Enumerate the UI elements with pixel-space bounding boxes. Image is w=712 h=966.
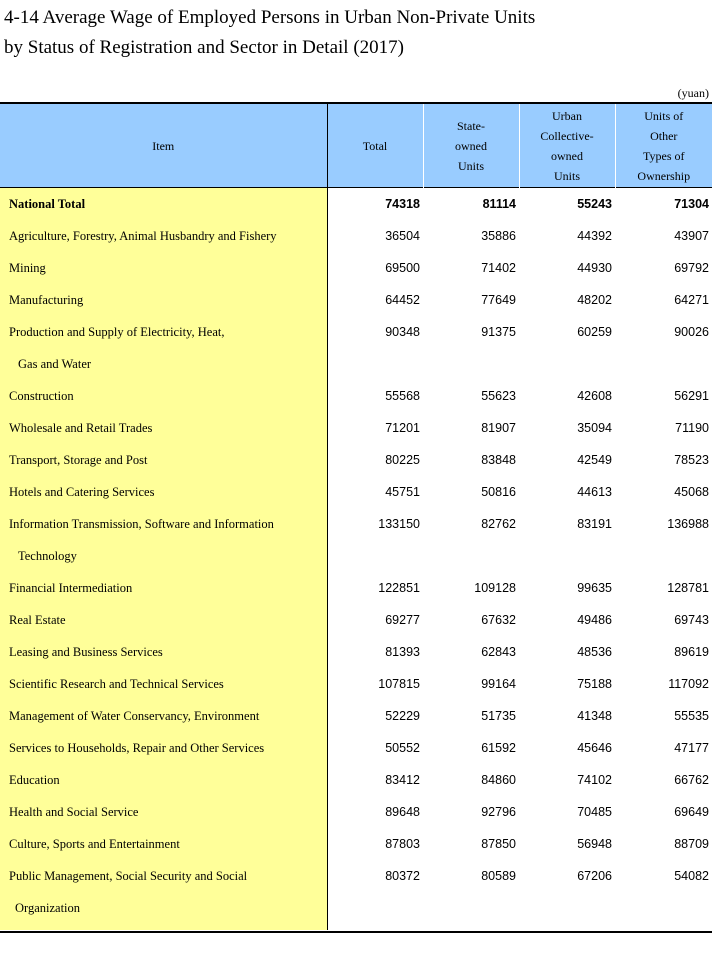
header-row <box>0 103 712 188</box>
table-row <box>0 764 712 796</box>
cell-other-ownership: 54082 <box>674 869 709 883</box>
header-total: Total <box>327 103 423 188</box>
cell-state-owned: 109128 <box>474 581 516 595</box>
header-line: Units <box>457 158 484 173</box>
cell-total: 81393 <box>385 645 420 659</box>
row-item-label: Culture, Sports and Entertainment <box>0 828 327 860</box>
row-item-label: Agriculture, Forestry, Animal Husbandry and Fishery <box>0 220 327 252</box>
cell-other-ownership: 136988 <box>667 517 709 531</box>
row-item-label: National Total <box>0 188 327 221</box>
cell-total: 80225 <box>385 453 420 467</box>
wage-table <box>0 102 712 930</box>
padding-cell <box>327 924 712 930</box>
cell-collective-owned: 42549 <box>577 453 612 467</box>
cell-collective-owned: 83191 <box>577 517 612 531</box>
cell-collective-owned <box>519 540 615 572</box>
cell-total: 122851 <box>378 581 420 595</box>
cell-collective-owned: 44930 <box>577 261 612 275</box>
cell-state-owned: 50816 <box>481 485 516 499</box>
cell-collective-owned: 60259 <box>577 325 612 339</box>
cell-collective-owned: 44392 <box>577 229 612 243</box>
row-item-label: Gas and Water <box>0 348 327 380</box>
header-collective-owned <box>519 103 615 188</box>
table-title-line-1: 4-14 Average Wage of Employed Persons in Urban Non-Private Units <box>4 7 536 28</box>
cell-collective-owned: 74102 <box>577 773 612 787</box>
cell-other-ownership: 43907 <box>674 229 709 243</box>
row-item-label: Construction <box>0 380 327 412</box>
cell-total: 107815 <box>378 677 420 691</box>
table-body <box>0 188 712 931</box>
table-row <box>0 732 712 764</box>
cell-other-ownership <box>615 892 712 924</box>
table-row <box>0 540 712 572</box>
table-row <box>0 796 712 828</box>
cell-total: 133150 <box>378 517 420 531</box>
row-item-label: Hotels and Catering Services <box>0 476 327 508</box>
cell-other-ownership: 90026 <box>674 325 709 339</box>
cell-total: 45751 <box>385 485 420 499</box>
cell-state-owned: 35886 <box>481 229 516 243</box>
cell-total <box>327 892 423 924</box>
header-line: Other <box>650 128 678 143</box>
cell-state-owned: 87850 <box>481 837 516 851</box>
cell-other-ownership: 78523 <box>674 453 709 467</box>
row-item-label: Mining <box>0 252 327 284</box>
cell-state-owned: 51735 <box>481 709 516 723</box>
cell-state-owned: 92796 <box>481 805 516 819</box>
row-item-label: Organization <box>0 892 327 924</box>
table-row <box>0 444 712 476</box>
table-row <box>0 348 712 380</box>
cell-other-ownership: 69743 <box>674 613 709 627</box>
cell-other-ownership <box>615 348 712 380</box>
cell-state-owned: 82762 <box>481 517 516 531</box>
cell-collective-owned: 75188 <box>577 677 612 691</box>
table-row <box>0 700 712 732</box>
table-row <box>0 220 712 252</box>
header-other-ownership <box>615 103 712 188</box>
cell-collective-owned: 48536 <box>577 645 612 659</box>
row-item-label: Production and Supply of Electricity, Heat, <box>0 316 327 348</box>
cell-total: 83412 <box>385 773 420 787</box>
table-row <box>0 412 712 444</box>
padding-cell <box>0 924 327 930</box>
cell-total <box>327 348 423 380</box>
header-line: State- <box>457 118 485 133</box>
cell-state-owned: 83848 <box>481 453 516 467</box>
cell-other-ownership: 69792 <box>674 261 709 275</box>
row-item-label: Scientific Research and Technical Services <box>0 668 327 700</box>
cell-collective-owned: 67206 <box>577 869 612 883</box>
table-row <box>0 508 712 540</box>
cell-state-owned: 77649 <box>481 293 516 307</box>
cell-collective-owned: 42608 <box>577 389 612 403</box>
cell-total: 50552 <box>385 741 420 755</box>
cell-other-ownership: 117092 <box>668 677 709 691</box>
row-item-label: Information Transmission, Software and Information <box>0 508 327 540</box>
cell-state-owned: 80589 <box>481 869 516 883</box>
padding-row <box>0 924 712 930</box>
cell-state-owned: 84860 <box>481 773 516 787</box>
cell-total: 74318 <box>385 197 420 211</box>
cell-collective-owned: 41348 <box>577 709 612 723</box>
row-item-label: Real Estate <box>0 604 327 636</box>
cell-state-owned <box>423 892 519 924</box>
table-row <box>0 316 712 348</box>
cell-collective-owned: 70485 <box>577 805 612 819</box>
header-line: owned <box>455 138 487 153</box>
cell-other-ownership: 45068 <box>674 485 709 499</box>
cell-collective-owned: 44613 <box>577 485 612 499</box>
cell-state-owned: 81114 <box>482 197 516 211</box>
cell-state-owned <box>423 348 519 380</box>
row-item-label: Technology <box>0 540 327 572</box>
cell-other-ownership: 71304 <box>674 197 709 211</box>
cell-total <box>327 540 423 572</box>
header-item: Item <box>0 103 327 188</box>
cell-other-ownership: 55535 <box>674 709 709 723</box>
cell-total: 64452 <box>385 293 420 307</box>
row-item-label: Management of Water Conservancy, Environment <box>0 700 327 732</box>
cell-collective-owned: 56948 <box>577 837 612 851</box>
table-row <box>0 188 712 221</box>
cell-other-ownership: 88709 <box>674 837 709 851</box>
cell-total: 36504 <box>385 229 420 243</box>
row-item-label: Transport, Storage and Post <box>0 444 327 476</box>
bottom-rule <box>0 931 712 933</box>
cell-state-owned: 67632 <box>481 613 516 627</box>
cell-other-ownership: 71190 <box>675 421 709 435</box>
cell-total: 52229 <box>385 709 420 723</box>
cell-total: 80372 <box>385 869 420 883</box>
cell-state-owned: 55623 <box>481 389 516 403</box>
cell-state-owned: 99164 <box>481 677 516 691</box>
cell-total: 69277 <box>385 613 420 627</box>
cell-other-ownership: 64271 <box>674 293 709 307</box>
table-row <box>0 380 712 412</box>
header-state-owned <box>423 103 519 188</box>
row-item-label: Services to Households, Repair and Other Services <box>0 732 327 764</box>
row-item-label: Manufacturing <box>0 284 327 316</box>
cell-other-ownership: 47177 <box>674 741 709 755</box>
cell-total: 90348 <box>385 325 420 339</box>
table-row <box>0 252 712 284</box>
header-line: Types of <box>643 148 685 163</box>
cell-state-owned: 62843 <box>481 645 516 659</box>
unit-label: (yuan) <box>677 86 709 100</box>
cell-state-owned: 71402 <box>481 261 516 275</box>
header-line: Ownership <box>637 168 691 183</box>
row-item-label: Leasing and Business Services <box>0 636 327 668</box>
cell-state-owned: 61592 <box>481 741 516 755</box>
header-line: Units of <box>644 108 684 123</box>
table-row <box>0 828 712 860</box>
table-row <box>0 604 712 636</box>
cell-collective-owned: 49486 <box>577 613 612 627</box>
cell-other-ownership: 69649 <box>674 805 709 819</box>
cell-collective-owned <box>519 892 615 924</box>
table-row <box>0 892 712 924</box>
cell-collective-owned: 48202 <box>577 293 612 307</box>
row-item-label: Financial Intermediation <box>0 572 327 604</box>
cell-total: 71201 <box>385 421 420 435</box>
cell-other-ownership: 66762 <box>674 773 709 787</box>
table-row <box>0 636 712 668</box>
header-line: Collective- <box>540 128 594 143</box>
cell-collective-owned: 55243 <box>577 197 612 211</box>
row-item-label: Public Management, Social Security and Social <box>0 860 327 892</box>
table-row <box>0 476 712 508</box>
header-line: Urban <box>552 108 582 123</box>
table-row <box>0 860 712 892</box>
cell-state-owned: 81907 <box>481 421 516 435</box>
header-line: owned <box>551 148 583 163</box>
cell-other-ownership <box>615 540 712 572</box>
cell-total: 87803 <box>385 837 420 851</box>
header-line: Units <box>553 168 580 183</box>
cell-total: 69500 <box>385 261 420 275</box>
cell-other-ownership: 56291 <box>674 389 709 403</box>
row-item-label: Health and Social Service <box>0 796 327 828</box>
cell-total: 89648 <box>385 805 420 819</box>
cell-collective-owned: 99635 <box>577 581 612 595</box>
table-row <box>0 284 712 316</box>
cell-other-ownership: 128781 <box>667 581 709 595</box>
table-row <box>0 668 712 700</box>
cell-collective-owned: 35094 <box>577 421 612 435</box>
table-title-line-2: by Status of Registration and Sector in Detail (2017) <box>4 37 404 58</box>
cell-collective-owned: 45646 <box>577 741 612 755</box>
cell-total: 55568 <box>385 389 420 403</box>
table-row <box>0 572 712 604</box>
cell-state-owned <box>423 540 519 572</box>
cell-collective-owned <box>519 348 615 380</box>
row-item-label: Wholesale and Retail Trades <box>0 412 327 444</box>
row-item-label: Education <box>0 764 327 796</box>
cell-other-ownership: 89619 <box>674 645 709 659</box>
cell-state-owned: 91375 <box>481 325 516 339</box>
